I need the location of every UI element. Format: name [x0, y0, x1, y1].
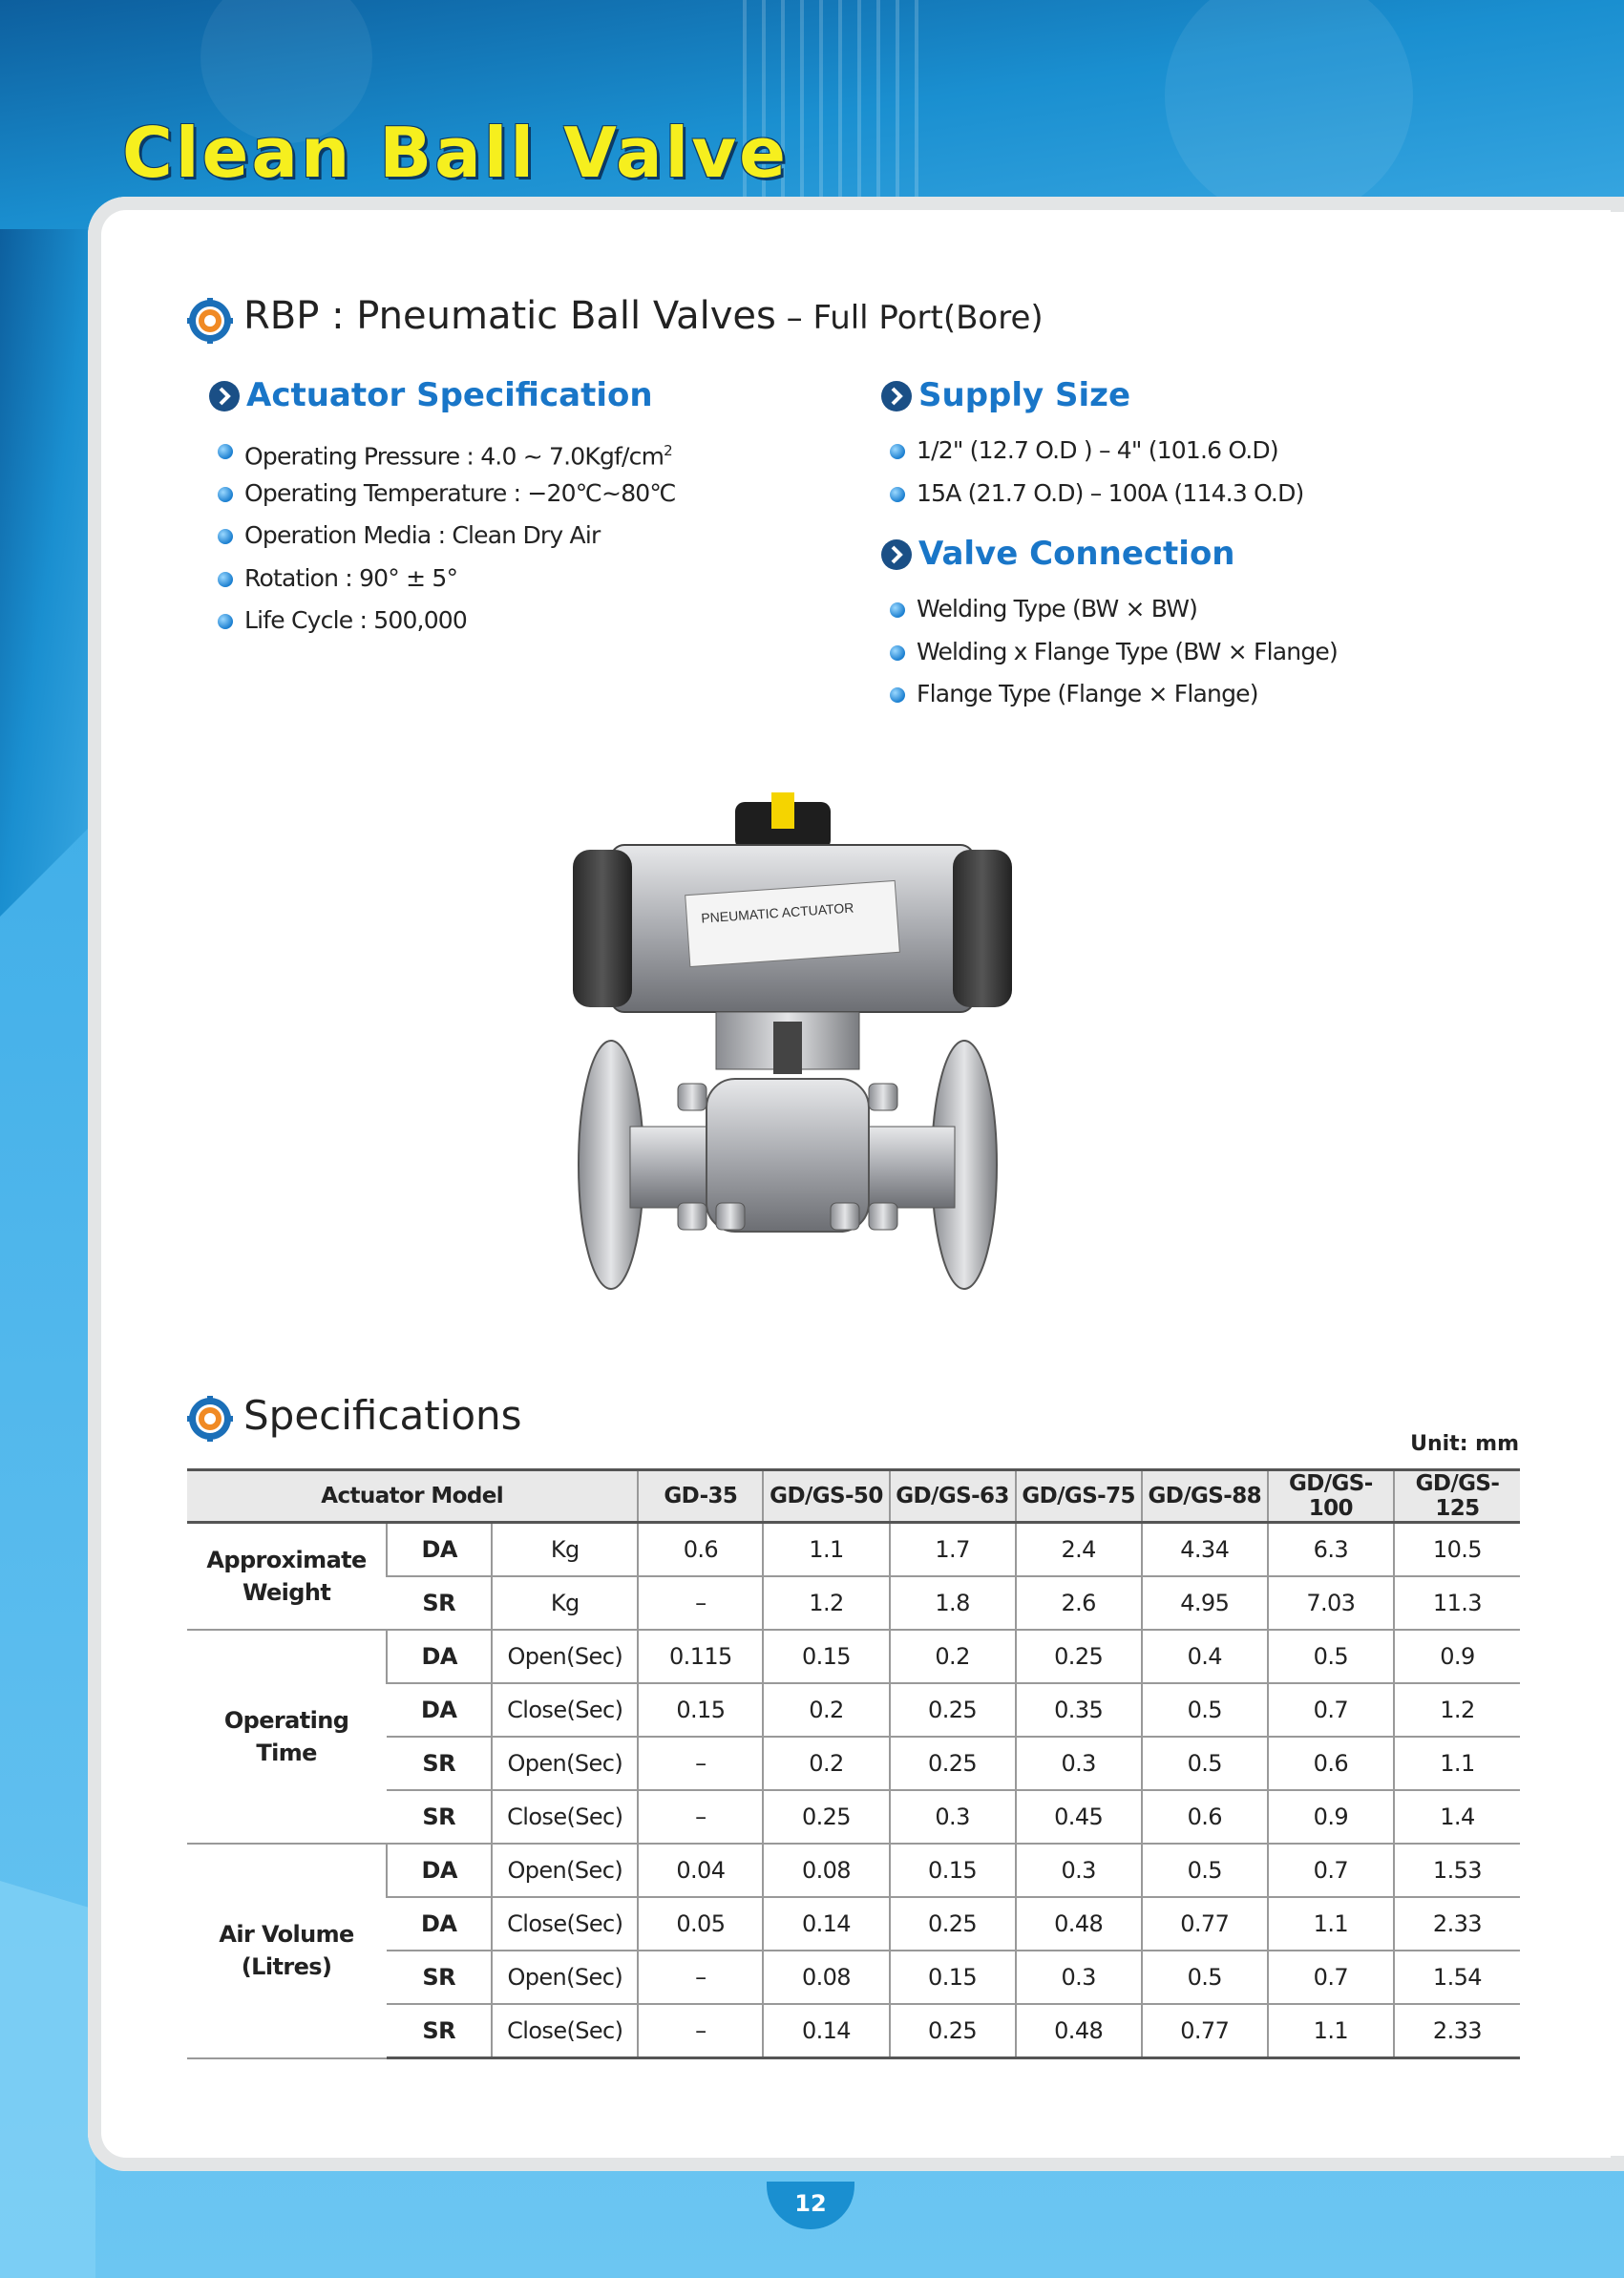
- table-cell: 0.48: [1016, 2004, 1142, 2058]
- header-model: GD/GS-100: [1268, 1470, 1394, 1523]
- table-row: [187, 1630, 1520, 1683]
- table-cell: 0.15: [763, 1630, 889, 1683]
- table-row: [187, 1844, 1520, 1897]
- list-item: Life Cycle : 500,000: [218, 601, 752, 644]
- chevron-right-icon: [208, 380, 241, 412]
- nameplate-text: PNEUMATIC ACTUATOR: [700, 899, 854, 926]
- table-cell: 1.54: [1394, 1951, 1520, 2004]
- chevron-right-icon: [880, 380, 913, 412]
- table-cell: 0.9: [1268, 1790, 1394, 1844]
- actuator-spec-list: [218, 432, 752, 644]
- bullet-icon: [890, 602, 905, 618]
- list-item: 1/2" (12.7 O.D ) – 4" (101.6 O.D): [890, 432, 1463, 475]
- table-row: [187, 1897, 1520, 1951]
- table-row: [187, 1737, 1520, 1790]
- row-group-label: Air Volume (Litres): [187, 1844, 387, 2058]
- table-cell: 1.1: [1268, 2004, 1394, 2058]
- measure-unit: Close(Sec): [492, 1683, 638, 1737]
- measure-unit: Close(Sec): [492, 2004, 638, 2058]
- table-cell: 1.4: [1394, 1790, 1520, 1844]
- table-cell: 10.5: [1394, 1523, 1520, 1577]
- page-title: Clean Ball Valve: [122, 113, 789, 193]
- table-cell: 0.6: [1268, 1737, 1394, 1790]
- table-cell: 0.15: [890, 1844, 1016, 1897]
- table-cell: –: [638, 1576, 763, 1630]
- table-row: [187, 1683, 1520, 1737]
- measure-unit: Open(Sec): [492, 1737, 638, 1790]
- table-cell: 0.15: [638, 1683, 763, 1737]
- actuator-type: DA: [387, 1683, 492, 1737]
- table-cell: 0.25: [890, 1683, 1016, 1737]
- table-cell: 0.15: [890, 1951, 1016, 2004]
- table-cell: 0.48: [1016, 1897, 1142, 1951]
- bullet-icon: [218, 529, 233, 544]
- table-row: [187, 1790, 1520, 1844]
- table-cell: 0.14: [763, 1897, 889, 1951]
- chevron-right-icon: [880, 538, 913, 571]
- header-model: GD/GS-63: [890, 1470, 1016, 1523]
- supply-size-list: [890, 432, 1463, 517]
- list-item: Welding Type (BW × BW): [890, 590, 1482, 633]
- bullet-icon: [890, 687, 905, 703]
- header-model: GD/GS-88: [1142, 1470, 1268, 1523]
- measure-unit: Open(Sec): [492, 1844, 638, 1897]
- bullet-icon: [218, 487, 233, 502]
- table-cell: 6.3: [1268, 1523, 1394, 1577]
- table-cell: 0.5: [1142, 1844, 1268, 1897]
- gear-icon: [187, 1396, 233, 1442]
- measure-unit: Open(Sec): [492, 1951, 638, 2004]
- actuator-type: SR: [387, 1790, 492, 1844]
- table-cell: 0.25: [890, 1897, 1016, 1951]
- list-item: 15A (21.7 O.D) – 100A (114.3 O.D): [890, 475, 1463, 517]
- actuator-type: SR: [387, 1737, 492, 1790]
- table-cell: 0.04: [638, 1844, 763, 1897]
- measure-unit: Close(Sec): [492, 1897, 638, 1951]
- table-cell: 0.7: [1268, 1951, 1394, 2004]
- valve-connection-title: Valve Connection: [918, 535, 1235, 573]
- table-cell: 2.6: [1016, 1576, 1142, 1630]
- table-cell: 0.7: [1268, 1844, 1394, 1897]
- table-row: [187, 1951, 1520, 2004]
- bullet-icon: [218, 572, 233, 587]
- specifications-title: Specifications: [243, 1392, 522, 1439]
- table-cell: 1.8: [890, 1576, 1016, 1630]
- table-cell: 0.4: [1142, 1630, 1268, 1683]
- measure-unit: Kg: [492, 1523, 638, 1577]
- table-cell: 7.03: [1268, 1576, 1394, 1630]
- table-cell: 4.95: [1142, 1576, 1268, 1630]
- table-cell: 0.5: [1268, 1630, 1394, 1683]
- row-group-label: Operating Time: [187, 1630, 387, 1844]
- table-cell: 0.9: [1394, 1630, 1520, 1683]
- table-cell: 1.2: [763, 1576, 889, 1630]
- table-cell: 4.34: [1142, 1523, 1268, 1577]
- header-model-label: Actuator Model: [187, 1470, 638, 1523]
- table-cell: 0.08: [763, 1951, 889, 2004]
- table-cell: –: [638, 1790, 763, 1844]
- list-item: Operating Temperature : −20℃~80℃: [218, 475, 752, 517]
- supply-size-title: Supply Size: [918, 376, 1131, 414]
- actuator-type: DA: [387, 1897, 492, 1951]
- header-model: GD/GS-75: [1016, 1470, 1142, 1523]
- table-cell: 0.5: [1142, 1737, 1268, 1790]
- table-cell: 11.3: [1394, 1576, 1520, 1630]
- gear-icon: [187, 298, 233, 344]
- specifications-table: [187, 1468, 1520, 2059]
- table-cell: 1.1: [1394, 1737, 1520, 1790]
- pneumatic-ball-valve-image: [573, 792, 1022, 1327]
- specifications-table-body: [187, 1523, 1520, 2058]
- table-cell: 0.3: [1016, 1951, 1142, 2004]
- actuator-type: SR: [387, 2004, 492, 2058]
- table-cell: –: [638, 2004, 763, 2058]
- row-group-label: Approximate Weight: [187, 1523, 387, 1631]
- page-number: 12: [767, 2182, 854, 2229]
- table-cell: 0.115: [638, 1630, 763, 1683]
- actuator-type: DA: [387, 1523, 492, 1577]
- list-item: Welding x Flange Type (BW × Flange): [890, 633, 1482, 676]
- header-model: GD/GS-125: [1394, 1470, 1520, 1523]
- table-cell: 0.2: [763, 1737, 889, 1790]
- product-heading-sub: – Full Port(Bore): [775, 299, 1044, 337]
- table-cell: 0.14: [763, 2004, 889, 2058]
- table-cell: 0.45: [1016, 1790, 1142, 1844]
- actuator-spec-title: Actuator Specification: [246, 376, 653, 414]
- actuator-type: DA: [387, 1630, 492, 1683]
- table-cell: 1.1: [763, 1523, 889, 1577]
- bullet-icon: [890, 444, 905, 459]
- table-cell: 0.2: [763, 1683, 889, 1737]
- table-cell: –: [638, 1737, 763, 1790]
- table-cell: 0.25: [1016, 1630, 1142, 1683]
- table-cell: 0.77: [1142, 2004, 1268, 2058]
- table-cell: 1.1: [1268, 1897, 1394, 1951]
- table-cell: 0.5: [1142, 1683, 1268, 1737]
- table-row: [187, 1523, 1520, 1577]
- table-cell: 1.53: [1394, 1844, 1520, 1897]
- table-cell: 0.25: [890, 1737, 1016, 1790]
- table-cell: 2.33: [1394, 1897, 1520, 1951]
- bullet-icon: [890, 487, 905, 502]
- measure-unit: Kg: [492, 1576, 638, 1630]
- table-cell: 0.25: [890, 2004, 1016, 2058]
- table-cell: 0.35: [1016, 1683, 1142, 1737]
- header-model: GD/GS-50: [763, 1470, 889, 1523]
- product-heading-main: RBP : Pneumatic Ball Valves: [243, 294, 776, 338]
- measure-unit: Open(Sec): [492, 1630, 638, 1683]
- table-cell: 1.7: [890, 1523, 1016, 1577]
- list-item: Flange Type (Flange × Flange): [890, 675, 1482, 718]
- table-header-row: [187, 1470, 1520, 1523]
- table-cell: 0.3: [890, 1790, 1016, 1844]
- actuator-type: DA: [387, 1844, 492, 1897]
- table-cell: 0.5: [1142, 1951, 1268, 2004]
- table-cell: 0.2: [890, 1630, 1016, 1683]
- table-cell: 0.05: [638, 1897, 763, 1951]
- bullet-icon: [218, 444, 233, 459]
- product-heading: [243, 294, 1044, 338]
- valve-connection-list: [890, 590, 1482, 718]
- table-cell: 0.25: [763, 1790, 889, 1844]
- list-item: Operating Pressure : 4.0 ~ $7.0Kgf/cm^2$: [218, 432, 752, 475]
- table-row: [187, 2004, 1520, 2058]
- table-row: [187, 1576, 1520, 1630]
- table-cell: 0.7: [1268, 1683, 1394, 1737]
- table-cell: 0.3: [1016, 1737, 1142, 1790]
- actuator-type: SR: [387, 1951, 492, 2004]
- bullet-icon: [890, 645, 905, 661]
- list-item: Operation Media : Clean Dry Air: [218, 517, 752, 559]
- list-item: Rotation : 90° ± 5°: [218, 559, 752, 602]
- table-cell: 2.4: [1016, 1523, 1142, 1577]
- table-cell: –: [638, 1951, 763, 2004]
- bullet-icon: [218, 614, 233, 629]
- table-cell: 0.3: [1016, 1844, 1142, 1897]
- table-cell: 0.08: [763, 1844, 889, 1897]
- unit-label: Unit: mm: [1410, 1432, 1519, 1456]
- table-cell: 0.6: [638, 1523, 763, 1577]
- actuator-type: SR: [387, 1576, 492, 1630]
- table-cell: 0.6: [1142, 1790, 1268, 1844]
- table-cell: 1.2: [1394, 1683, 1520, 1737]
- header-model: GD-35: [638, 1470, 763, 1523]
- table-cell: 0.77: [1142, 1897, 1268, 1951]
- table-cell: 2.33: [1394, 2004, 1520, 2058]
- measure-unit: Close(Sec): [492, 1790, 638, 1844]
